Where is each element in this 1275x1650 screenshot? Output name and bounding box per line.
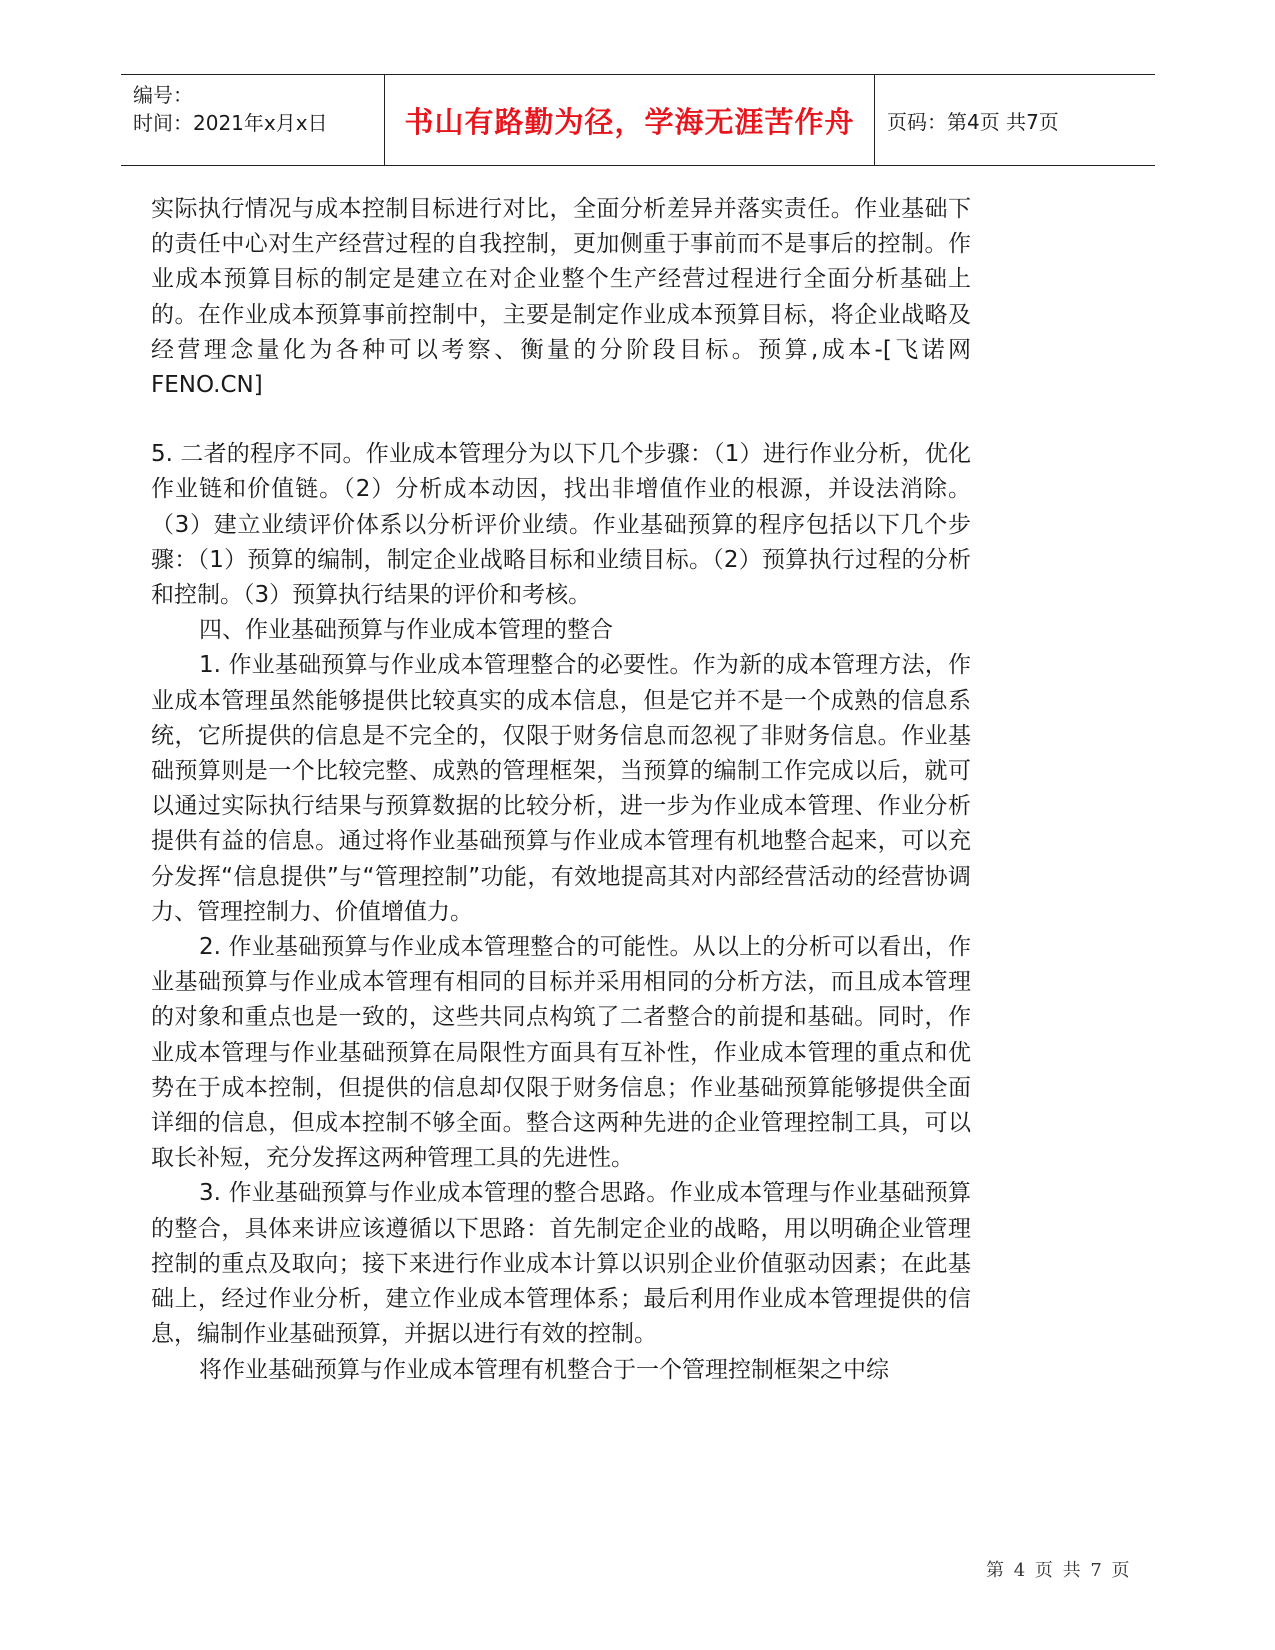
document-number-label: 编号： bbox=[133, 83, 193, 107]
header-meta bbox=[121, 75, 385, 165]
paragraph-integration-approach: 3. 作业基础预算与作业成本管理的整合思路。作业成本管理与作业基础预算的整合，具体来讲应该遵循以下思路：首先制定企业的战略，用以明确企业管理控制的重点及取向；接下来进行作业成本计算以识别企业价值驱动因素；在此基础上，经过作业分析，建立作业成本管理体系；最后利用作业成本管理提供的信息，编制作业基础预算，并据以进行有效的控制。 bbox=[151, 1180, 971, 1348]
paragraph-possibility: 2. 作业基础预算与作业成本管理整合的可能性。从以上的分析可以看出，作业基础预算与作业成本管理有相同的目标并采用相同的分析方法，而且成本管理的对象和重点也是一致的，这些共同点构筑了二者整合的前提和基础。同时，作业成本管理与作业基础预算在局限性方面具有互补性，作业成本管理的重点和优势在于成本控制，但提供的信息却仅限于财务信息；作业基础预算能够提供全面详细的信息，但成本控制不够全面。整合这两种先进的企业管理控制工具，可以取长补短，充分发挥这两种管理工具的先进性。 bbox=[151, 934, 971, 1172]
document-date: 时间：2021年x月x日 bbox=[133, 111, 328, 135]
page-footer: 第 4 页 共 7 页 bbox=[986, 1560, 1132, 1581]
header-motto: 书山有路勤为径，学海无涯苦作舟 bbox=[385, 75, 875, 165]
paragraph-necessity: 1. 作业基础预算与作业成本管理整合的必要性。作为新的成本管理方法，作业成本管理虽然能够提供比较真实的成本信息，但是它并不是一个成熟的信息系统，它所提供的信息是不完全的，仅限于财务信息而忽视了非财务信息。作业基础预算则是一个比较完整、成熟的管理框架，当预算的编制工作完成以后，就可以通过实际执行结果与预算数据的比较分析，进一步为作业成本管理、作业分析提供有益的信息。通过将作业基础预算与作业成本管理有机地整合起来，可以充分发挥“信息提供”与“管理控制”功能，有效地提高其对内部经营活动的经营协调力、管理控制力、价值增值力。 bbox=[151, 652, 971, 925]
document-body bbox=[151, 192, 971, 1388]
paragraph-gap bbox=[151, 403, 971, 437]
paragraph-continued: 实际执行情况与成本控制目标进行对比，全面分析差异并落实责任。作业基础下的责任中心对生产经营过程的自我控制，更加侧重于事前而不是事后的控制。作业成本预算目标的制定是建立在对企业整个生产经营过程进行全面分析基础上的。在作业成本预算事前控制中，主要是制定作业成本预算目标，将企业战略及经营理念量化为各种可以考察、衡量的分阶段目标。预算,成本-[飞诺网FENO.CN] bbox=[151, 196, 971, 399]
paragraph-integration-framework: 将作业基础预算与作业成本管理有机整合于一个管理控制框架之中综 bbox=[199, 1356, 889, 1383]
paragraph-procedure-difference: 5. 二者的程序不同。作业成本管理分为以下几个步骤：（1）进行作业分析，优化作业链和价值链。（2）分析成本动因，找出非增值作业的根源，并设法消除。（3）建立业绩评价体系以分析评价业绩。作业基础预算的程序包括以下几个步骤：（1）预算的编制，制定企业战略目标和业绩目标。（2）预算执行过程的分析和控制。（3）预算执行结果的评价和考核。 bbox=[151, 441, 971, 609]
document-header bbox=[121, 74, 1155, 166]
section-heading: 四、作业基础预算与作业成本管理的整合 bbox=[199, 617, 613, 644]
header-page-info: 页码：第4页 共7页 bbox=[887, 109, 1059, 134]
